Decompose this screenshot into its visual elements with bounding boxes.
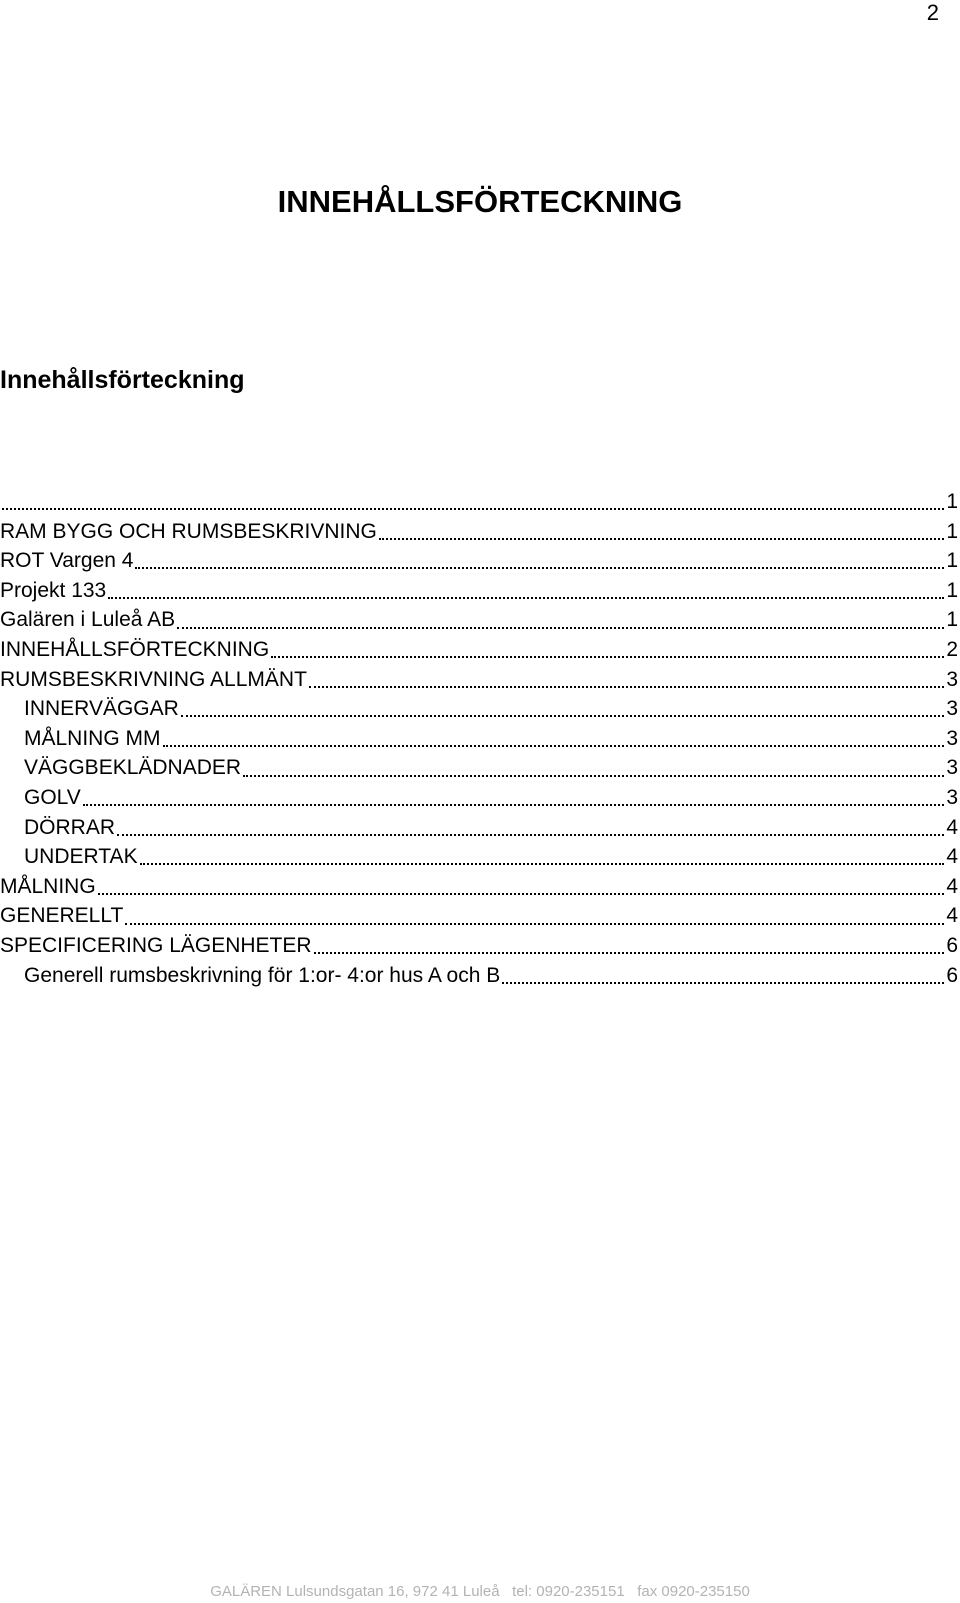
toc-leader-dots xyxy=(502,965,944,986)
toc-entry-page: 1 xyxy=(946,519,958,543)
toc-entry[interactable] xyxy=(0,842,960,872)
footer-company: GALÄREN Lulsundsgatan 16, 972 41 Luleå xyxy=(210,1583,500,1600)
toc-leader-dots xyxy=(2,491,944,512)
toc-entry[interactable] xyxy=(0,487,960,517)
toc-entry-page: 1 xyxy=(946,549,958,573)
toc-entry-title: INNEHÅLLSFÖRTECKNING xyxy=(0,637,270,661)
toc-entry-page: 4 xyxy=(946,815,958,839)
toc-leader-dots xyxy=(177,610,944,631)
toc-leader-dots xyxy=(135,550,944,571)
toc-entry-title: DÖRRAR xyxy=(24,815,116,839)
footer-fax: fax 0920-235150 xyxy=(637,1583,750,1600)
toc-entry[interactable] xyxy=(0,724,960,754)
toc-entry-page: 3 xyxy=(946,785,958,809)
toc-entry-page: 1 xyxy=(946,608,958,632)
toc-entry-title: ROT Vargen 4 xyxy=(0,549,134,573)
toc-entry-title: GOLV xyxy=(24,785,81,809)
toc-entry-page: 4 xyxy=(946,904,958,928)
toc-entry-title: Generell rumsbeskrivning för 1:or- 4:or hus A och B xyxy=(24,963,501,987)
toc-entry-page: 2 xyxy=(946,637,958,661)
toc-entry-title: RUMSBESKRIVNING ALLMÄNT xyxy=(0,667,307,691)
toc-entry[interactable] xyxy=(0,783,960,813)
footer-tel: tel: 0920-235151 xyxy=(512,1583,625,1600)
toc-entry-title: GENERELLT xyxy=(0,904,124,928)
toc-entry-title: RAM BYGG OCH RUMSBESKRIVNING xyxy=(0,519,377,543)
toc-entry-page: 3 xyxy=(946,667,958,691)
toc-entry-page: 3 xyxy=(946,756,958,780)
page-number: 2 xyxy=(926,0,939,25)
toc-entry[interactable] xyxy=(0,546,960,576)
toc-entry-page: 3 xyxy=(946,697,958,721)
toc-entry-title: Galären i Luleå AB xyxy=(0,608,176,632)
toc-leader-dots xyxy=(163,728,945,749)
toc-entry-page: 1 xyxy=(946,578,958,602)
toc-leader-dots xyxy=(243,758,944,779)
toc-leader-dots xyxy=(83,787,945,808)
toc-heading: Innehållsförteckning xyxy=(0,366,245,394)
toc-entry[interactable] xyxy=(0,694,960,724)
toc-leader-dots xyxy=(379,521,944,542)
toc-leader-dots xyxy=(108,580,944,601)
toc-entry-page: 4 xyxy=(946,874,958,898)
toc-entry[interactable] xyxy=(0,753,960,783)
toc-entry-title: Projekt 133 xyxy=(0,578,107,602)
toc-entry[interactable] xyxy=(0,872,960,902)
toc-leader-dots xyxy=(181,698,944,719)
toc-entry-page: 3 xyxy=(946,726,958,750)
toc-leader-dots xyxy=(140,846,945,867)
toc-entry-page: 4 xyxy=(946,845,958,869)
toc-entry[interactable] xyxy=(0,576,960,606)
toc-entry-title: UNDERTAK xyxy=(24,845,138,869)
toc-entry[interactable] xyxy=(0,665,960,695)
toc-leader-dots xyxy=(314,935,945,956)
toc-leader-dots xyxy=(98,876,945,897)
toc-leader-dots xyxy=(125,906,944,927)
toc-leader-dots xyxy=(117,817,944,838)
toc-leader-dots xyxy=(309,669,944,690)
table-of-contents xyxy=(0,487,960,990)
toc-entry-title: SPECIFICERING LÄGENHETER xyxy=(0,933,312,957)
main-heading: INNEHÅLLSFÖRTECKNING xyxy=(277,184,683,219)
toc-entry-title: INNERVÄGGAR xyxy=(24,697,179,721)
toc-entry[interactable] xyxy=(0,961,960,991)
toc-entry-title: MÅLNING MM xyxy=(24,726,161,750)
toc-entry-page: 6 xyxy=(946,933,958,957)
toc-entry-page: 1 xyxy=(946,490,958,513)
toc-entry[interactable] xyxy=(0,931,960,961)
toc-entry[interactable] xyxy=(0,901,960,931)
page-footer xyxy=(0,1583,960,1601)
toc-entry[interactable] xyxy=(0,635,960,665)
toc-entry-title: MÅLNING xyxy=(0,874,96,898)
toc-entry[interactable] xyxy=(0,813,960,843)
toc-entry-title: VÄGGBEKLÄDNADER xyxy=(24,756,242,780)
toc-entry[interactable] xyxy=(0,517,960,547)
toc-leader-dots xyxy=(271,639,944,660)
toc-entry-page: 6 xyxy=(946,963,958,987)
toc-entry[interactable] xyxy=(0,605,960,635)
